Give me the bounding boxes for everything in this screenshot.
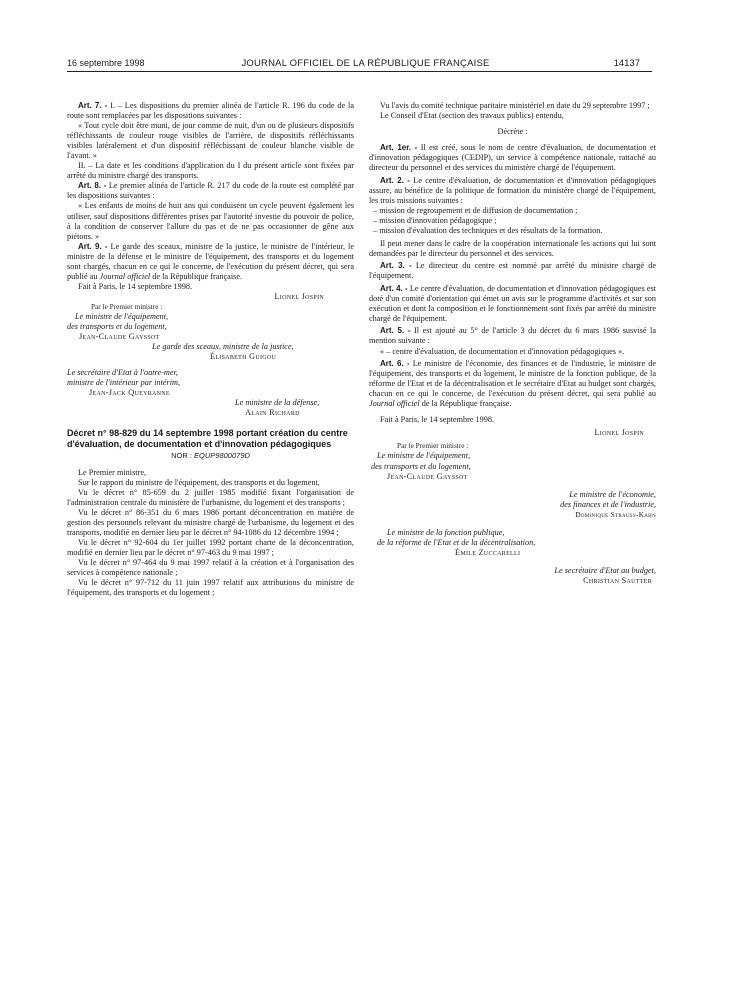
list-item: – mission d'évaluation des techniques et des résultats de la formation. (373, 226, 603, 236)
par-premier-ministre: Par le Premier ministre : (397, 441, 469, 451)
article-2 (369, 176, 656, 206)
signatory-title: des transports et du logement, (371, 461, 471, 471)
article-text: Le centre d'évaluation, de documentation et d'innovation pédagogiques assure, au bénéfice de la politique de formation du ministère chargé de l'équipement, les trois missions suivantes : (369, 175, 657, 205)
page-number: 14137 (613, 58, 640, 69)
article-text: Le garde des sceaux, ministre de la justice, le ministre de l'intérieur, le ministre de la défense et le ministre de l'équipement, des transports et du logement sont chargés, chacun en ce qui le concerne, de l'exécution du présent décret, qui sera publié au (67, 241, 354, 281)
article-label: Art. 1er. - (380, 143, 418, 153)
signatory-name: Christian Sautter (583, 575, 652, 585)
article-text: I. – Les dispositions du premier alinéa de l'article R. 196 du code de la route sont remplacées par les dispositions suivantes : (67, 101, 354, 121)
article-2-paragraph: Il peut mener dans le cadre de la coopération internationale les actions qui lui sont demandées par le directeur du personnel et des services. (369, 238, 656, 258)
article-7-quote: « Tout cycle doit être muni, de jour comme de nuit, d'un ou de plusieurs dispositifs réfléchissants de couleur rouge visibles de l'arrière, de dispositifs réfléchissants visibles latéralement et d'un dispositif réfléchissant de couleur blanche visible de l'avant. » (67, 121, 354, 161)
list-item-text: mission d'innovation pédagogique ; (379, 215, 497, 225)
signatory-name: Jean-Claude Gayssot (79, 332, 160, 342)
fait-a-paris: Fait à Paris, le 14 septembre 1998. (380, 415, 495, 425)
list-item: – mission de regroupement et de diffusion de documentation ; (373, 205, 578, 215)
signatory-name: Lionel Jospin (274, 291, 324, 301)
article-label: Art. 5. - (380, 326, 411, 336)
visa: Vu le décret n° 97-712 du 11 juin 1997 relatif aux attributions du ministre de l'équipement, des transports et du logement ; (67, 578, 354, 598)
article-9 (67, 242, 354, 282)
journal-title: JOURNAL OFFICIEL DE LA RÉPUBLIQUE FRANÇAISE (241, 58, 490, 69)
visa: Vu le décret n° 92-604 du 1er juillet 1992 portant charte de la déconcentration, modifié en dernier lieu par le décret n° 97-463 du 9 mai 1997 ; (67, 537, 354, 557)
visa: Vu l'avis du comité technique paritaire ministériel en date du 29 septembre 1997 ; (380, 101, 650, 110)
article-1 (369, 143, 656, 173)
visa: Le Conseil d'Etat (section des travaux publics) entendu, (380, 111, 564, 121)
article-5-quote: « – centre d'évaluation, de documentation et d'innovation pédagogiques ». (380, 346, 625, 356)
decree-title: Décret n° 98-829 du 14 septembre 1998 portant création du centre d'évaluation, de documentation et d'innovation pédagogiques (67, 428, 348, 449)
visa: Sur le rapport du ministre de l'équipement, des transports et du logement, (78, 477, 320, 487)
article-text: Le premier alinéa de l'article R. 217 du code de la route est complété par les dispositions suivantes : (67, 181, 354, 201)
fait-a-paris: Fait à Paris, le 14 septembre 1998. (78, 281, 193, 291)
signatory-title: de la réforme de l'Etat et de la décentralisation, (377, 537, 536, 547)
signatory-title: des finances et de l'industrie, (560, 499, 656, 509)
article-3 (369, 261, 656, 281)
signatory-name: Dominique Strauss-Kahn (575, 509, 656, 519)
article-label: Art. 9. - (78, 241, 108, 251)
right-column (369, 101, 656, 586)
article-label: Art. 2. - (380, 175, 410, 185)
signatory-title: ministre de l'intérieur par intérim, (67, 378, 181, 388)
signatory-title: Le ministre de l'économie, (569, 489, 656, 499)
left-column (67, 101, 354, 598)
article-8-quote: « Les enfants de moins de huit ans qui conduisent un cycle peuvent également les utiliser, sauf dispositions différentes prises par l'autorité investie du pouvoir de police, à la condition de conserver l'allure du pas et de ne pas occasionner de gêne aux piétons. » (67, 201, 354, 241)
article-5 (369, 326, 656, 346)
signatory-name: Alain Richard (245, 408, 300, 418)
list-item: – mission d'innovation pédagogique ; (373, 215, 497, 225)
journal-name: Journal officiel (369, 399, 420, 409)
header-date: 16 septembre 1998 (67, 58, 145, 68)
signatory-name: Jean-Claude Gayssot (387, 471, 468, 481)
signatory-title: des transports et du logement, (67, 322, 167, 332)
nor-code: EQUP9800079D (194, 451, 250, 461)
signatory-name: Lionel Jospin (594, 428, 644, 438)
article-text-end: de la République française. (152, 271, 243, 281)
journal-name: Journal officiel (99, 271, 151, 281)
article-4 (369, 284, 656, 324)
article-text: Il est ajouté au 5° de l'article 3 du décret du 6 mars 1986 susvisé la mention suivante : (369, 326, 657, 346)
visa: Vu le décret n° 97-464 du 9 mai 1997 relatif à la création et à l'organisation des services à compétence nationale ; (67, 557, 354, 577)
visa: Vu le décret n° 85-659 du 2 juillet 1985 modifié fixant l'organisation de l'administration centrale du ministère de l'urbanisme, du logement et des transports ; (67, 487, 354, 507)
article-6 (369, 359, 656, 409)
decrete: Décrète : (497, 127, 528, 137)
signatory-title: Le secrétaire d'Etat à l'outre-mer, (67, 368, 178, 378)
nor-reference (67, 451, 354, 461)
article-text-end: de la République française. (421, 399, 512, 409)
article-text: Le centre d'évaluation, de documentation et d'innovation pédagogiques est doté d'un comité d'orientation qui émet un avis sur le programme d'activités et sur son exécution et dont la composition et le fonctionnement sont fixés par arrêté du ministre chargé de l'équipement. (369, 283, 656, 323)
article-text: Le directeur du centre est nommé par arrêté du ministre chargé de l'équipement. (369, 261, 657, 281)
par-premier-ministre: Par le Premier ministre : (91, 301, 163, 311)
header-rule (67, 71, 652, 72)
article-label: Art. 7. - (78, 101, 108, 110)
article-label: Art. 4. - (380, 283, 408, 293)
signatory-name: Élisabeth Guigou (210, 352, 277, 362)
premier-ministre: Le Premier ministre, (78, 467, 147, 477)
signatory-title: Le ministre de la défense, (235, 398, 320, 408)
signatory-name: Jean-Jack Queyranne (89, 388, 170, 398)
article-text: Le ministre de l'économie, des finances et de l'industrie, le ministre de l'équipement, des transports et du logement, le ministre de la fonction publique, de la réforme de l'Etat et de la décentralisation et le secrétaire d'Etat au budget sont chargés, chacun en ce qui le concerne, de l'exécution du présent décret, qui sera publié au (369, 359, 657, 399)
article-text: Il est créé, sous le nom de centre d'évaluation, de documentation et d'innovation pédagogiques (CEDIP), un service à compétence nationale, rattaché au directeur du personnel et des services du ministère chargé de l'équipement. (369, 143, 656, 173)
visa: Vu le décret n° 86-351 du 6 mars 1986 portant déconcentration en matière de gestion des personnels relevant du ministre chargé de l'urbanisme, du logement et des transports, modifié en dernier lieu par le décret n° 94-1086 du 12 décembre 1994 ; (67, 507, 354, 537)
article-7-ii: II. – La date et les conditions d'application du I du présent article sont fixées par arrêté du ministre chargé des transports. (67, 161, 354, 181)
signatory-title: Le garde des sceaux, ministre de la justice, (152, 342, 294, 352)
list-item-text: mission d'évaluation des techniques et des résultats de la formation. (379, 226, 603, 236)
signatory-title: Le ministre de l'équipement, (75, 311, 169, 321)
article-8 (67, 181, 354, 201)
article-label: Art. 8. - (78, 181, 107, 191)
article-label: Art. 3. - (380, 261, 412, 271)
signatory-title: Le secrétaire d'Etat au budget, (554, 565, 656, 575)
article-7 (67, 101, 354, 121)
signatory-name: Émile Zuccarelli (455, 547, 521, 557)
article-label: Art. 6. - (380, 359, 410, 369)
signatory-title: Le ministre de l'équipement, (377, 451, 471, 461)
nor-label: NOR : (171, 451, 192, 461)
list-item-text: mission de regroupement et de diffusion de documentation ; (379, 205, 578, 215)
signatory-title: Le ministre de la fonction publique, (387, 527, 505, 537)
